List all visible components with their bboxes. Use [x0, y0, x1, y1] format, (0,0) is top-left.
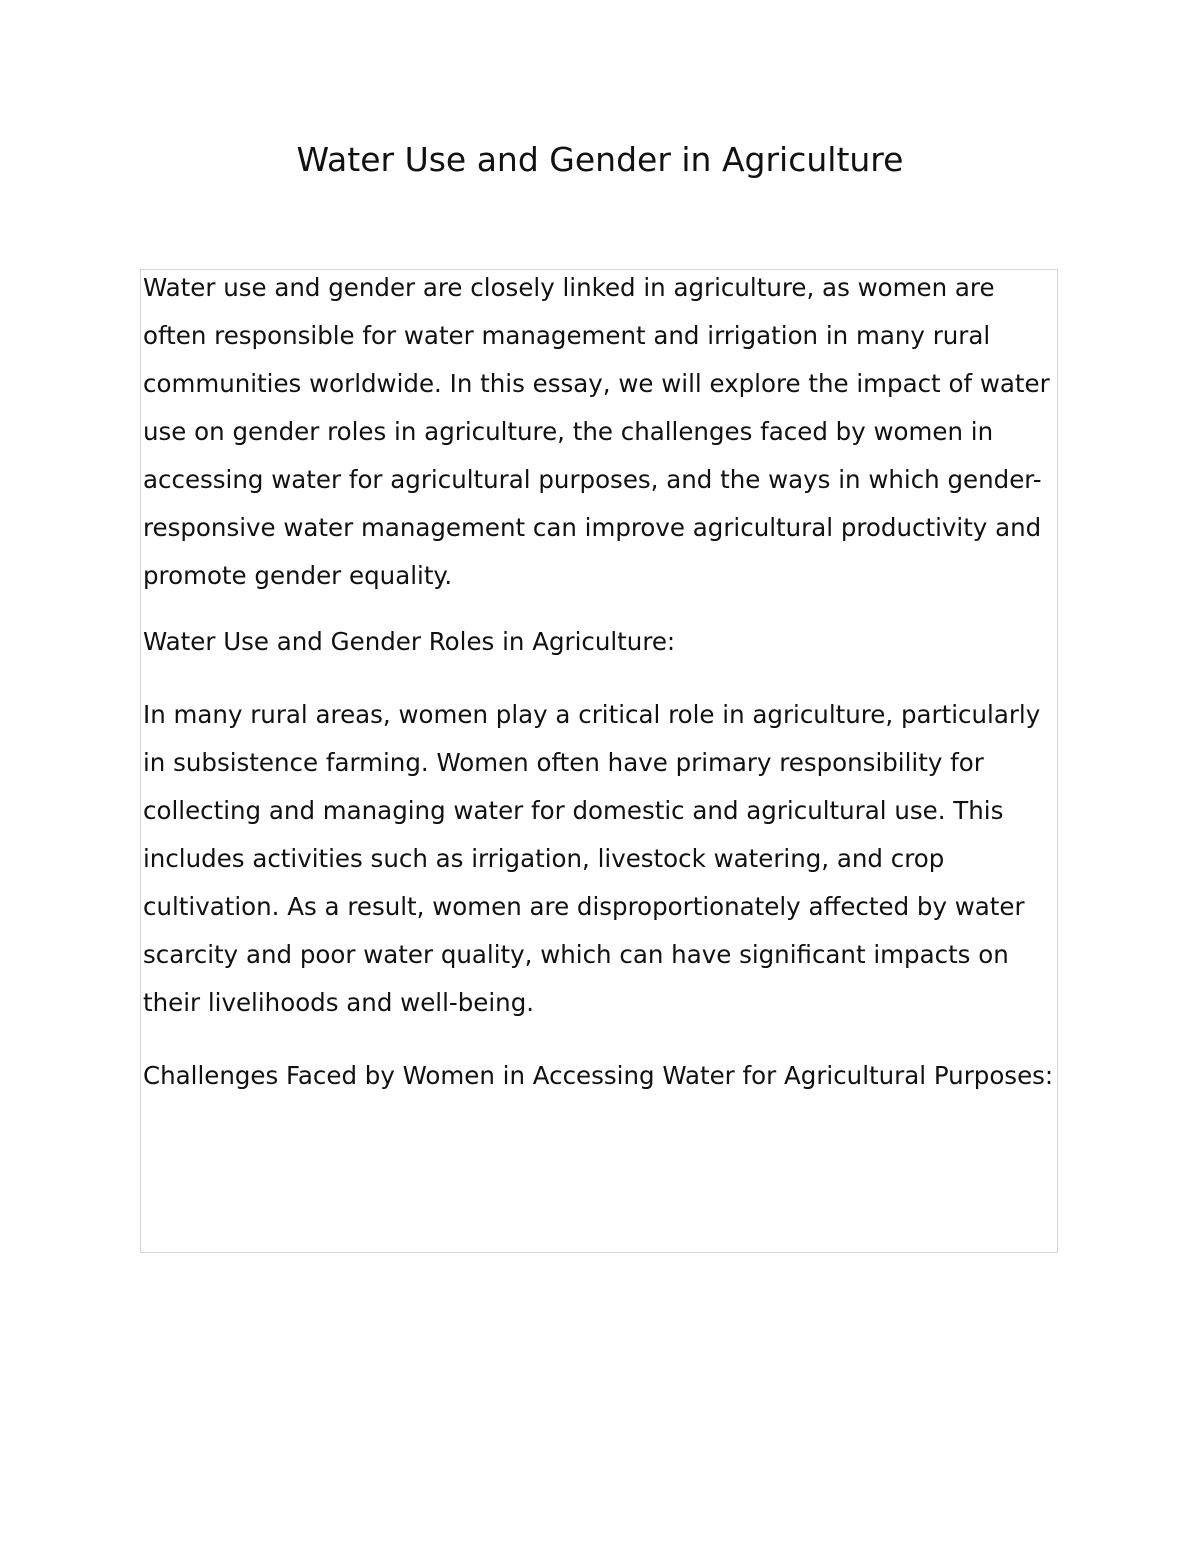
document-title: Water Use and Gender in Agriculture	[296, 140, 904, 179]
document-body	[140, 269, 1058, 1253]
section-heading-gender-roles: Water Use and Gender Roles in Agriculture:	[143, 627, 676, 656]
section-heading-challenges: Challenges Faced by Women in Accessing Water for Agricultural Purposes:	[143, 1061, 1054, 1090]
paragraph-gender-roles: In many rural areas, women play a critical role in agriculture, particularly in subsistence farming. Women often have primary responsibility for collecting and managing water for domestic and agricultural use. This includes activities such as irrigation, livestock watering, and crop cultivation. As a result, women are disproportionately affected by water scarcity and poor water quality, which can have significant impacts on their livelihoods and well-being.	[143, 700, 1041, 1017]
paragraph-intro: Water use and gender are closely linked in agriculture, as women are often responsible for water management and irrigation in many rural communities worldwide. In this essay, we will explore the impact of water use on gender roles in agriculture, the challenges faced by women in accessing water for agricultural purposes, and the ways in which gender-responsive water management can improve agricultural productivity and promote gender equality.	[143, 273, 1050, 590]
